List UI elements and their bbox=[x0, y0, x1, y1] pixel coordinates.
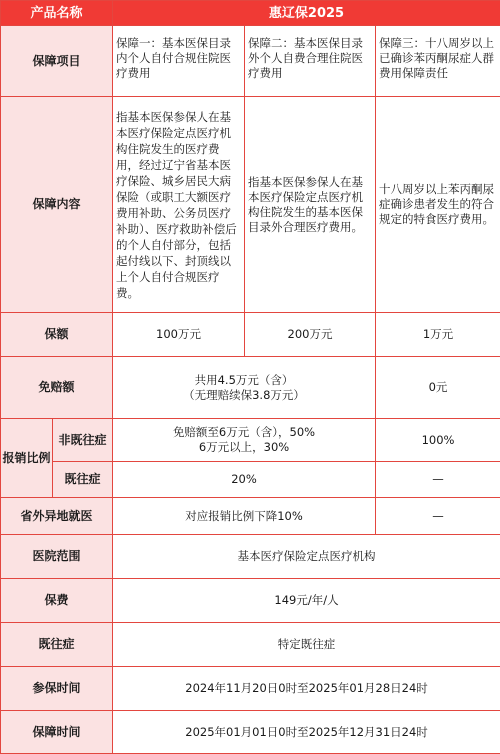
coverage-one-content: 指基本医保参保人在基本医疗保险定点医疗机构住院发生的医疗费用，经过辽宁省基本医疗保险、城乡居民大病保险（或职工大额医疗费用补助、公务员医疗补助）、医疗救助补偿后的个人自付部分，包括起付线以下、封顶线以上个人自付合规医疗费。 bbox=[113, 97, 245, 313]
coverage-two-item: 保障二：基本医保目录外个人自费合理住院医疗费用 bbox=[245, 26, 376, 97]
pre-existing-value: 特定既往症 bbox=[113, 623, 500, 667]
coverage-one-amount: 100万元 bbox=[113, 313, 245, 357]
hospital-scope-label: 医院范围 bbox=[1, 535, 113, 579]
hospital-scope-value: 基本医疗保险定点医疗机构 bbox=[113, 535, 500, 579]
premium-label: 保费 bbox=[1, 579, 113, 623]
header-row bbox=[1, 1, 500, 26]
non-pre-existing-label: 非既往症 bbox=[53, 419, 113, 462]
amount-label: 保额 bbox=[1, 313, 113, 357]
ratio-pre-row bbox=[1, 462, 500, 498]
coverage-time-label: 保障时间 bbox=[1, 711, 113, 754]
product-name: 惠辽保2025 bbox=[113, 1, 500, 26]
premium-row bbox=[1, 579, 500, 623]
renewal-deductible-amount: （无理赔续保3.8万元） bbox=[183, 387, 305, 402]
pre-existing-ratio-label: 既往症 bbox=[53, 462, 113, 498]
enroll-time-label: 参保时间 bbox=[1, 667, 113, 711]
enroll-time-value: 2024年11月20日0时至2025年01月28日24时 bbox=[113, 667, 500, 711]
non-pre-existing-ratio bbox=[113, 419, 376, 462]
shared-deductible bbox=[113, 357, 376, 419]
out-of-province-value: 对应报销比例下降10% bbox=[113, 498, 376, 535]
out-of-province-row bbox=[1, 498, 500, 535]
deductible-label: 免赔额 bbox=[1, 357, 113, 419]
non-pre-existing-ratio-tier-two: 6万元以上，30% bbox=[198, 440, 290, 454]
coverage-items-label: 保障项目 bbox=[1, 26, 113, 97]
pre-existing-ratio: 20% bbox=[113, 462, 376, 498]
out-of-province-label: 省外异地就医 bbox=[1, 498, 113, 535]
product-name-label: 产品名称 bbox=[1, 1, 113, 26]
non-pre-existing-ratio-tier-one: 免赔额至6万元（含），50% bbox=[172, 425, 316, 439]
pre-existing-row bbox=[1, 623, 500, 667]
coverage-three-content: 十八周岁以上苯丙酮尿症确诊患者发生的符合规定的特食医疗费用。 bbox=[376, 97, 500, 313]
reimbursement-ratio-label: 报销比例 bbox=[1, 419, 53, 498]
coverage-time-row bbox=[1, 711, 500, 754]
coverage-three-item: 保障三：十八周岁以上已确诊苯丙酮尿症人群费用保障责任 bbox=[376, 26, 500, 97]
coverage-one-item: 保障一：基本医保目录内个人自付合规住院医疗费用 bbox=[113, 26, 245, 97]
coverage-three-out-of-province: — bbox=[376, 498, 500, 535]
enroll-time-row bbox=[1, 667, 500, 711]
coverage-two-content: 指基本医保参保人在基本医疗保险定点医疗机构住院发生的基本医保目录外合理医疗费用。 bbox=[245, 97, 376, 313]
coverage-items-row bbox=[1, 26, 500, 97]
ratio-non-pre-row bbox=[1, 419, 500, 462]
coverage-three-non-pre-ratio: 100% bbox=[376, 419, 500, 462]
premium-value: 149元/年/人 bbox=[113, 579, 500, 623]
coverage-three-pre-ratio: — bbox=[376, 462, 500, 498]
coverage-time-value: 2025年01月01日0时至2025年12月31日24时 bbox=[113, 711, 500, 754]
coverage-content-label: 保障内容 bbox=[1, 97, 113, 313]
coverage-three-amount: 1万元 bbox=[376, 313, 500, 357]
amount-row bbox=[1, 313, 500, 357]
deductible-row bbox=[1, 357, 500, 419]
shared-deductible-amount: 共用4.5万元（含） bbox=[194, 372, 294, 387]
coverage-three-deductible: 0元 bbox=[376, 357, 500, 419]
hospital-row bbox=[1, 535, 500, 579]
pre-existing-label: 既往症 bbox=[1, 623, 113, 667]
coverage-two-amount: 200万元 bbox=[245, 313, 376, 357]
coverage-content-row bbox=[1, 97, 500, 313]
